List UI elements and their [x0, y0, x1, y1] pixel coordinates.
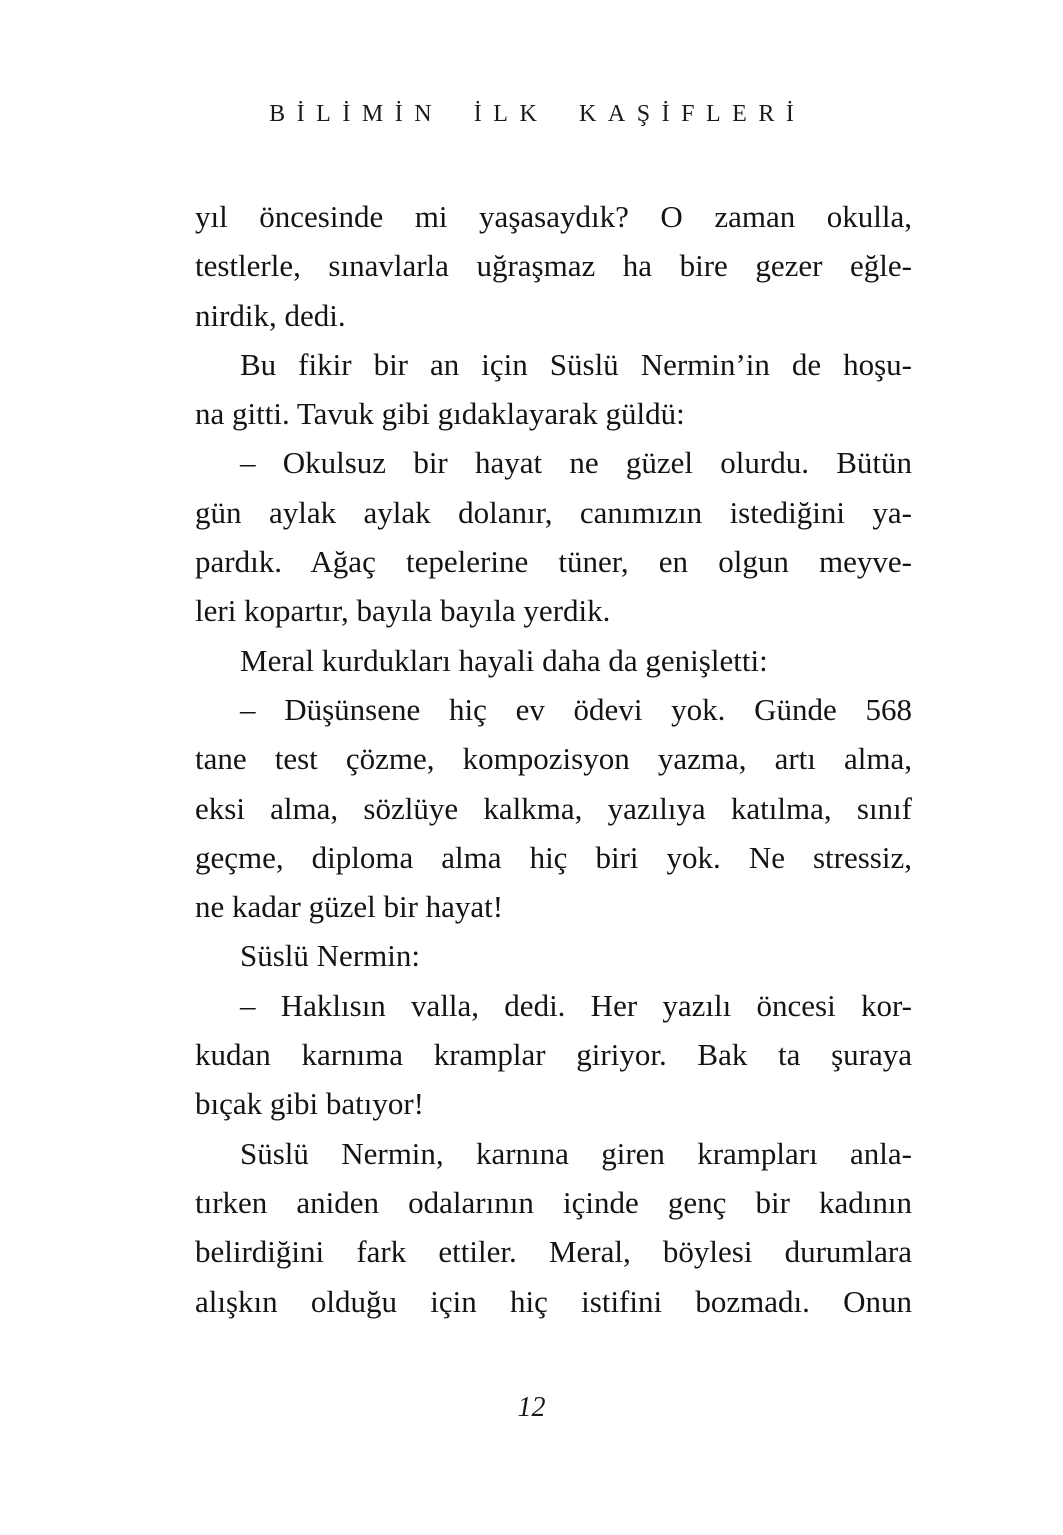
text-line: alışkın olduğu için hiç istifini bozmadı. Onun [195, 1283, 912, 1319]
text-line: yıl öncesinde mi yaşasaydık? O zaman okulla, [195, 199, 912, 234]
text-line: ne kadar güzel bir hayat! [195, 889, 504, 925]
text-line: pardık. Ağaç tepelerine tüner, en olgun meyve- [195, 544, 912, 580]
text-line: – Okulsuz bir hayat ne güzel olurdu. Bütün [240, 445, 912, 481]
text-line: geçme, diploma alma hiç biri yok. Ne stressiz, [195, 839, 912, 875]
text-line: Meral kurdukları hayali daha da genişletti: [240, 642, 768, 678]
text-line: bıçak gibi batıyor! [195, 1086, 424, 1122]
text-line: – Haklısın valla, dedi. Her yazılı öncesi kor- [240, 987, 912, 1023]
text-line: gün aylak aylak dolanır, canımızın istediğini ya- [195, 494, 912, 530]
page-number: 12 [517, 1392, 546, 1423]
body-text [195, 192, 912, 1326]
text-line: na gitti. Tavuk gibi gıdaklayarak güldü: [195, 396, 685, 432]
text-line: testlerle, sınavlarla uğraşmaz ha bire gezer eğle- [195, 248, 912, 284]
text-line: leri kopartır, bayıla bayıla yerdik. [195, 593, 611, 629]
text-line: tırken aniden odalarının içinde genç bir kadının [195, 1184, 912, 1220]
text-line: eksi alma, sözlüye kalkma, yazılıya katılma, sınıf [195, 790, 912, 826]
text-line: – Düşünsene hiç ev ödevi yok. Günde 568 [240, 691, 912, 727]
text-line: tane test çözme, kompozisyon yazma, artı alma, [195, 741, 912, 777]
running-header-title: BİLİMİN İLK KAŞİFLERİ [269, 101, 806, 127]
text-line: nirdik, dedi. [195, 297, 346, 333]
text-line: Süslü Nermin, karnına giren krampları anla- [240, 1135, 912, 1171]
text-line: kudan karnıma kramplar giriyor. Bak ta şuraya [195, 1037, 912, 1073]
text-line: belirdiğini fark ettiler. Meral, böylesi durumlara [195, 1234, 912, 1270]
text-line: Süslü Nermin: [240, 938, 420, 974]
text-line: Bu fikir bir an için Süslü Nermin’in de hoşu- [240, 346, 912, 382]
